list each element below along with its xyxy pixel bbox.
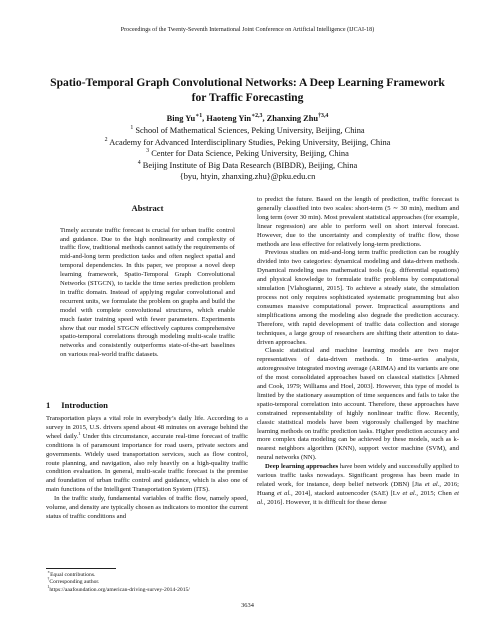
author-name: Haoteng Yin	[206, 114, 252, 123]
paragraph-text: , 2014], stacked autoencoder (SAE) [Lv	[290, 489, 403, 497]
et-al: et al.	[257, 489, 459, 506]
et-al: et al.	[402, 489, 417, 497]
et-al: et al.	[424, 481, 440, 488]
footnotes	[46, 568, 248, 594]
right-paragraph-2: Previous studies on mid-and-long term traffic prediction can be roughly divided into two categories: dynamical modeling and data-driven methods. Dynamical modeling uses mathematical tools (e.g. differential equations) and physical knowledge to formulate traffic problems by computational simulation [Vlahogianni, 2015]. To achieve a steady state, the simulation process not only requires sophisticated systematic programming but also consumes massive computational power. Impractical assumptions and simplifications among the modeling also degrade the prediction accuracy. Therefore, with rapid development of traffic data collection and storage techniques, a large group of researchers are shifting their attention to data-driven approaches.	[257, 249, 459, 346]
author-separator: ,	[202, 114, 207, 123]
abstract-text: Timely accurate traffic forecast is crucial for urban traffic control and guidance. Due to the high nonlinearity and complexity of traffic flow, traditional methods cannot satisfy the requirements of mid-and-long term prediction tasks and often neglect spatial and temporal dependencies. In this paper, we propose a novel deep learning framework, Spatio-Temporal Graph Convolutional Networks (STGCN), to tackle the time series prediction problem in traffic domain. Instead of applying regular convolutional and recurrent units, we formulate the problem on graphs and build the model with complete convolutional structures, which enable much faster training speed with fewer parameters. Experiments show that our model STGCN effectively captures comprehensive spatio-temporal correlations through modeling multi-scale traffic networks and consistently outperforms state-of-the-art baselines on various real-world traffic datasets.	[60, 226, 235, 359]
footnote-ref: 1	[78, 430, 81, 436]
paragraph-text: , 2016]. However, it is difficult for these dense	[263, 498, 387, 506]
abstract-heading: Abstract	[131, 203, 164, 213]
affil-mark: 3	[146, 148, 150, 155]
affil-text: School of Mathematical Sciences, Peking University, Beijing, China	[135, 126, 365, 135]
right-paragraph-3: Classic statistical and machine learning models are two major representatives of data-driven methods. In time-series analysis, autoregressive integrated moving average (ARIMA) and its variants are one of the most consolidated approaches based on classical statistics [Ahmed and Cook, 1979; Williams and Hoel, 2003]. However, this type of model is limited by the stationary assumption of time sequences and fails to take the spatio-temporal correlation into account. Therefore, these approaches have constrained representability of highly nonlinear traffic flow. Recently, classic statistical models have been vigorously challenged by machine learning methods on traffic prediction tasks. Higher prediction accuracy and more complex data modeling can be achieved by these models, such as k-nearest neighbors algorithm (KNN), support vector machine (SVM), and neural networks (NN).	[257, 347, 459, 462]
affiliation-line	[0, 160, 495, 172]
author-name: Bing Yu	[166, 114, 196, 123]
footnote-link[interactable]: https://aaafoundation.org/american-driving-survey-2014-2015/	[49, 586, 190, 593]
footnote-url	[46, 584, 248, 594]
affiliation-line	[0, 137, 495, 149]
author-name: Zhanxing Zhu	[266, 114, 319, 123]
author-affil-mark: †3,4	[318, 113, 329, 120]
paragraph-lead: Deep learning approaches	[265, 463, 339, 471]
affiliation-line	[0, 125, 495, 137]
footnote-mark: †	[47, 577, 50, 582]
section-number: 1	[46, 400, 51, 410]
affil-text: Academy for Advanced Interdisciplinary Studies, Peking University, Beijing, China	[109, 137, 391, 147]
footnote-text: Equal contributions.	[50, 572, 96, 578]
paragraph-text: , 2016; Huang	[257, 481, 460, 497]
right-paragraph-1: to predict the future. Based on the length of prediction, traffic forecast is generally classified into two scales: short-term (5 ∼ 30 min), medium and long term (over 30 min). Most prevalent statistical approaches (for example, linear regression) are able to perform well on short interval forecast. However, due to the uncertainty and complexity of traffic flow, those methods are less effective for relatively long-term predictions.	[257, 196, 459, 248]
proceedings-header: Proceedings of the Twenty-Seventh International Joint Conference on Artificial Intelligence (IJCAI-18)	[120, 27, 375, 33]
paragraph-text: have been widely and successfully applied to various traffic tasks nowadays. Significant progress has been made in related work, for instance, deep belief network (DBN) [Jia	[257, 463, 459, 488]
et-al: et al.	[277, 489, 291, 497]
paragraph-text: Transportation plays a vital role in everybody’s daily life. According to a survey in 2015, U.S. drivers spend about 48 minutes on average behind the wheel daily.	[46, 415, 248, 440]
paper-title	[20, 75, 475, 105]
affiliation-line	[0, 148, 495, 160]
affiliation-list	[0, 125, 495, 183]
affil-mark: 4	[137, 159, 141, 166]
author-affil-mark: ∗1	[195, 113, 203, 120]
footnote-corresponding-author	[46, 579, 248, 586]
affil-mark: 1	[130, 125, 134, 132]
affil-mark: 2	[104, 136, 108, 143]
paragraph-text: Under this circumstance, accurate real-time forecast of traffic conditions is of paramount importance for road users, private sectors and governments. Widely used transportation services, such as flow control, route planning, and navigation, also rely heavily on a high-quality traffic condition evaluation. In general, multi-scale traffic forecast is the premise and foundation of urban traffic control and guidance, which is also one of main functions of the Intelligent Transportation System (ITS).	[46, 432, 248, 494]
author-list	[0, 113, 495, 125]
affil-text: Center for Data Science, Peking University, Beijing, China	[151, 149, 349, 158]
author-emails: {byu, htyin, zhanxing.zhu}@pku.edu.cn	[179, 172, 316, 181]
author-affil-mark: ∗2,3	[251, 113, 263, 120]
page-number: 3634	[241, 602, 254, 609]
title-line-1: Spatio-Temporal Graph Convolutional Networks: A Deep Learning Framework	[50, 76, 445, 89]
right-column	[257, 196, 459, 508]
intro-paragraph-1	[46, 415, 248, 495]
section-heading-introduction	[46, 400, 248, 410]
footnote-mark: ∗	[47, 570, 51, 575]
section-title: Introduction	[61, 400, 108, 410]
title-line-2: for Traffic Forecasting	[191, 91, 304, 104]
left-column	[46, 400, 248, 522]
paragraph-text: , 2015; Chen	[416, 489, 455, 497]
footnote-divider	[46, 568, 116, 569]
intro-paragraph-2: In the traffic study, fundamental variables of traffic flow, namely speed, volume, and density are typically chosen as indicators to monitor the current status of traffic conditions and	[46, 495, 248, 520]
affil-text: Beijing Institute of Big Data Research (BIBDR), Beijing, China	[142, 160, 358, 170]
right-paragraph-4	[257, 463, 459, 508]
footnote-mark: 1	[47, 584, 50, 589]
footnote-text: Corresponding author.	[49, 579, 100, 586]
author-separator: ,	[262, 114, 267, 123]
